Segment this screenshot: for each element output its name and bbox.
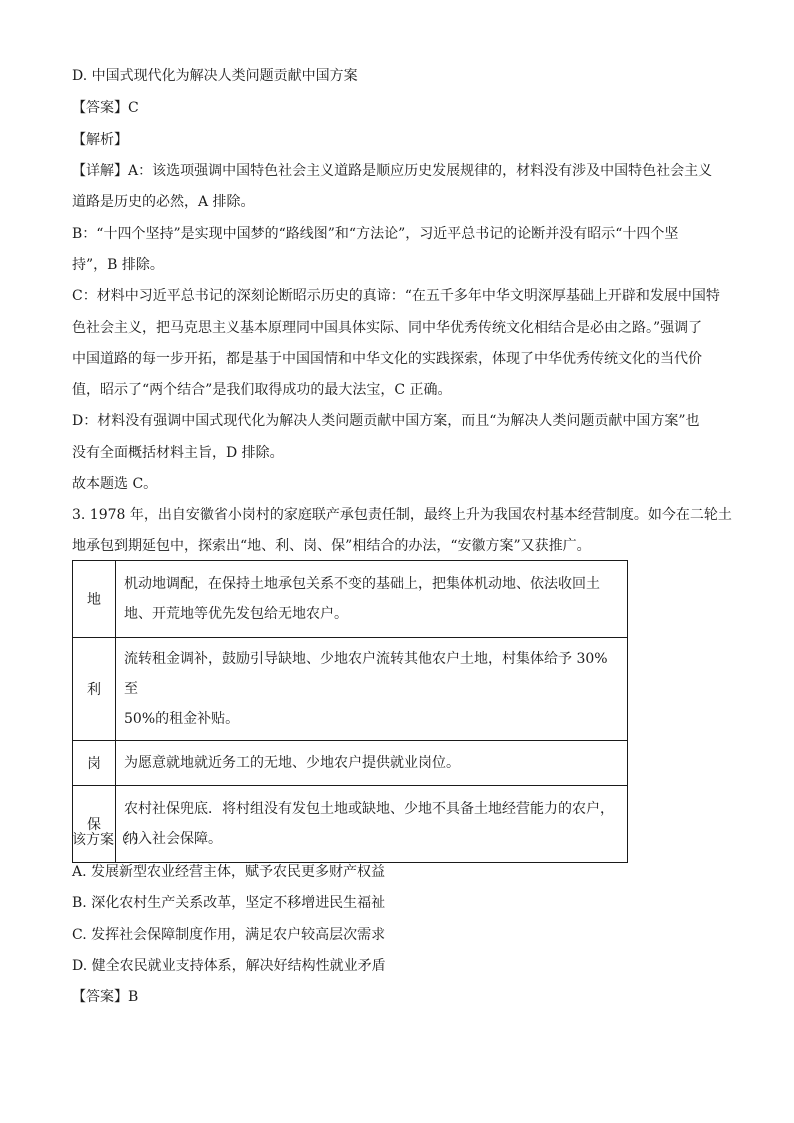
detail-line: 中国道路的每一步开拓，都是基于中国国情和中华文化的实践探索，体现了中华优秀传统文化的当代价 [72,351,702,367]
detail-line: 道路是历史的必然，A 排除。 [72,194,255,210]
row-content [116,741,628,786]
detail-line: 没有全面概括材料主旨，D 排除。 [72,445,284,461]
row-content-line: 纳入社会保障。 [124,831,222,847]
option-c: C. 发挥社会保障制度作用，满足农户较高层次需求 [72,927,386,943]
row-content-line: 农村社保兜底．将村组没有发包土地或缺地、少地不具备土地经营能力的农户， [124,801,614,817]
row-content-line: 流转租金调补，鼓励引导缺地、少地农户流转其他农户土地，村集体给予 30%至 [124,651,608,697]
detail-line: B：“十四个坚持”是实现中国梦的“路线图”和“方法论”，习近平总书记的论断并没有昭示“十四个坚 [72,226,679,242]
option-a: A. 发展新型农业经营主体，赋予农民更多财产权益 [72,864,386,880]
prev-option-d: D. 中国式现代化为解决人类问题贡献中国方案 [72,68,358,84]
table-row [73,561,628,638]
table-row [73,638,628,741]
row-content [116,786,628,863]
row-key: 岗 [73,741,116,786]
option-b: B. 深化农村生产关系改革，坚定不移增进民生福祉 [72,895,386,911]
detail-line: D：材料没有强调中国式现代化为解决人类问题贡献中国方案，而且“为解决人类问题贡献中国方案”也 [72,413,700,429]
row-content-line: 为愿意就地就近务工的无地、少地农户提供就业岗位。 [124,755,460,771]
table-row [73,786,628,863]
row-content-line: 地、开荒地等优先发包给无地农户。 [124,606,348,622]
row-content [116,638,628,741]
detail-line: 【详解】A：该选项强调中国特色社会主义道路是顺应历史发展规律的，材料没有涉及中国特色社会主义 [72,163,713,179]
detail-line: 值，昭示了“两个结合”是我们取得成功的最大法宝，C 正确。 [72,382,452,398]
analysis-label: 【解析】 [72,132,128,148]
row-content-line: 机动地调配，在保持土地承包关系不变的基础上，把集体机动地、依法收回土 [124,576,600,592]
question-stem-line: 地承包到期延包中，探索出“地、利、岗、保”相结合的办法，“安徽方案”又获推广。 [72,538,591,554]
conclusion: 故本题选 C。 [72,476,158,492]
row-key: 利 [73,638,116,741]
detail-line: C：材料中习近平总书记的深刻论断昭示历史的真谛：“在五千多年中华文明深厚基础上开辟和发展中国特 [72,288,720,304]
row-content [116,561,628,638]
row-content-line: 50%的租金补贴。 [124,711,240,727]
table-row [73,741,628,786]
prev-answer: 【答案】C [72,100,139,116]
plan-table [72,560,628,863]
detail-line: 色社会主义，把马克思主义基本原理同中国具体实际、同中华优秀传统文化相结合是必由之路。”强调了 [72,320,703,336]
option-d: D. 健全农民就业支持体系，解决好结构性就业矛盾 [72,958,386,974]
question-prompt: 该方案（ ） [72,832,147,848]
detail-line: 持”，B 排除。 [72,257,164,273]
question-answer: 【答案】B [72,989,139,1005]
row-key: 地 [73,561,116,638]
row-key: 保 [73,786,116,863]
question-stem-line: 3. 1978 年，出自安徽省小岗村的家庭联产承包责任制，最终上升为我国农村基本经营制度。如今在二轮土 [72,507,732,523]
